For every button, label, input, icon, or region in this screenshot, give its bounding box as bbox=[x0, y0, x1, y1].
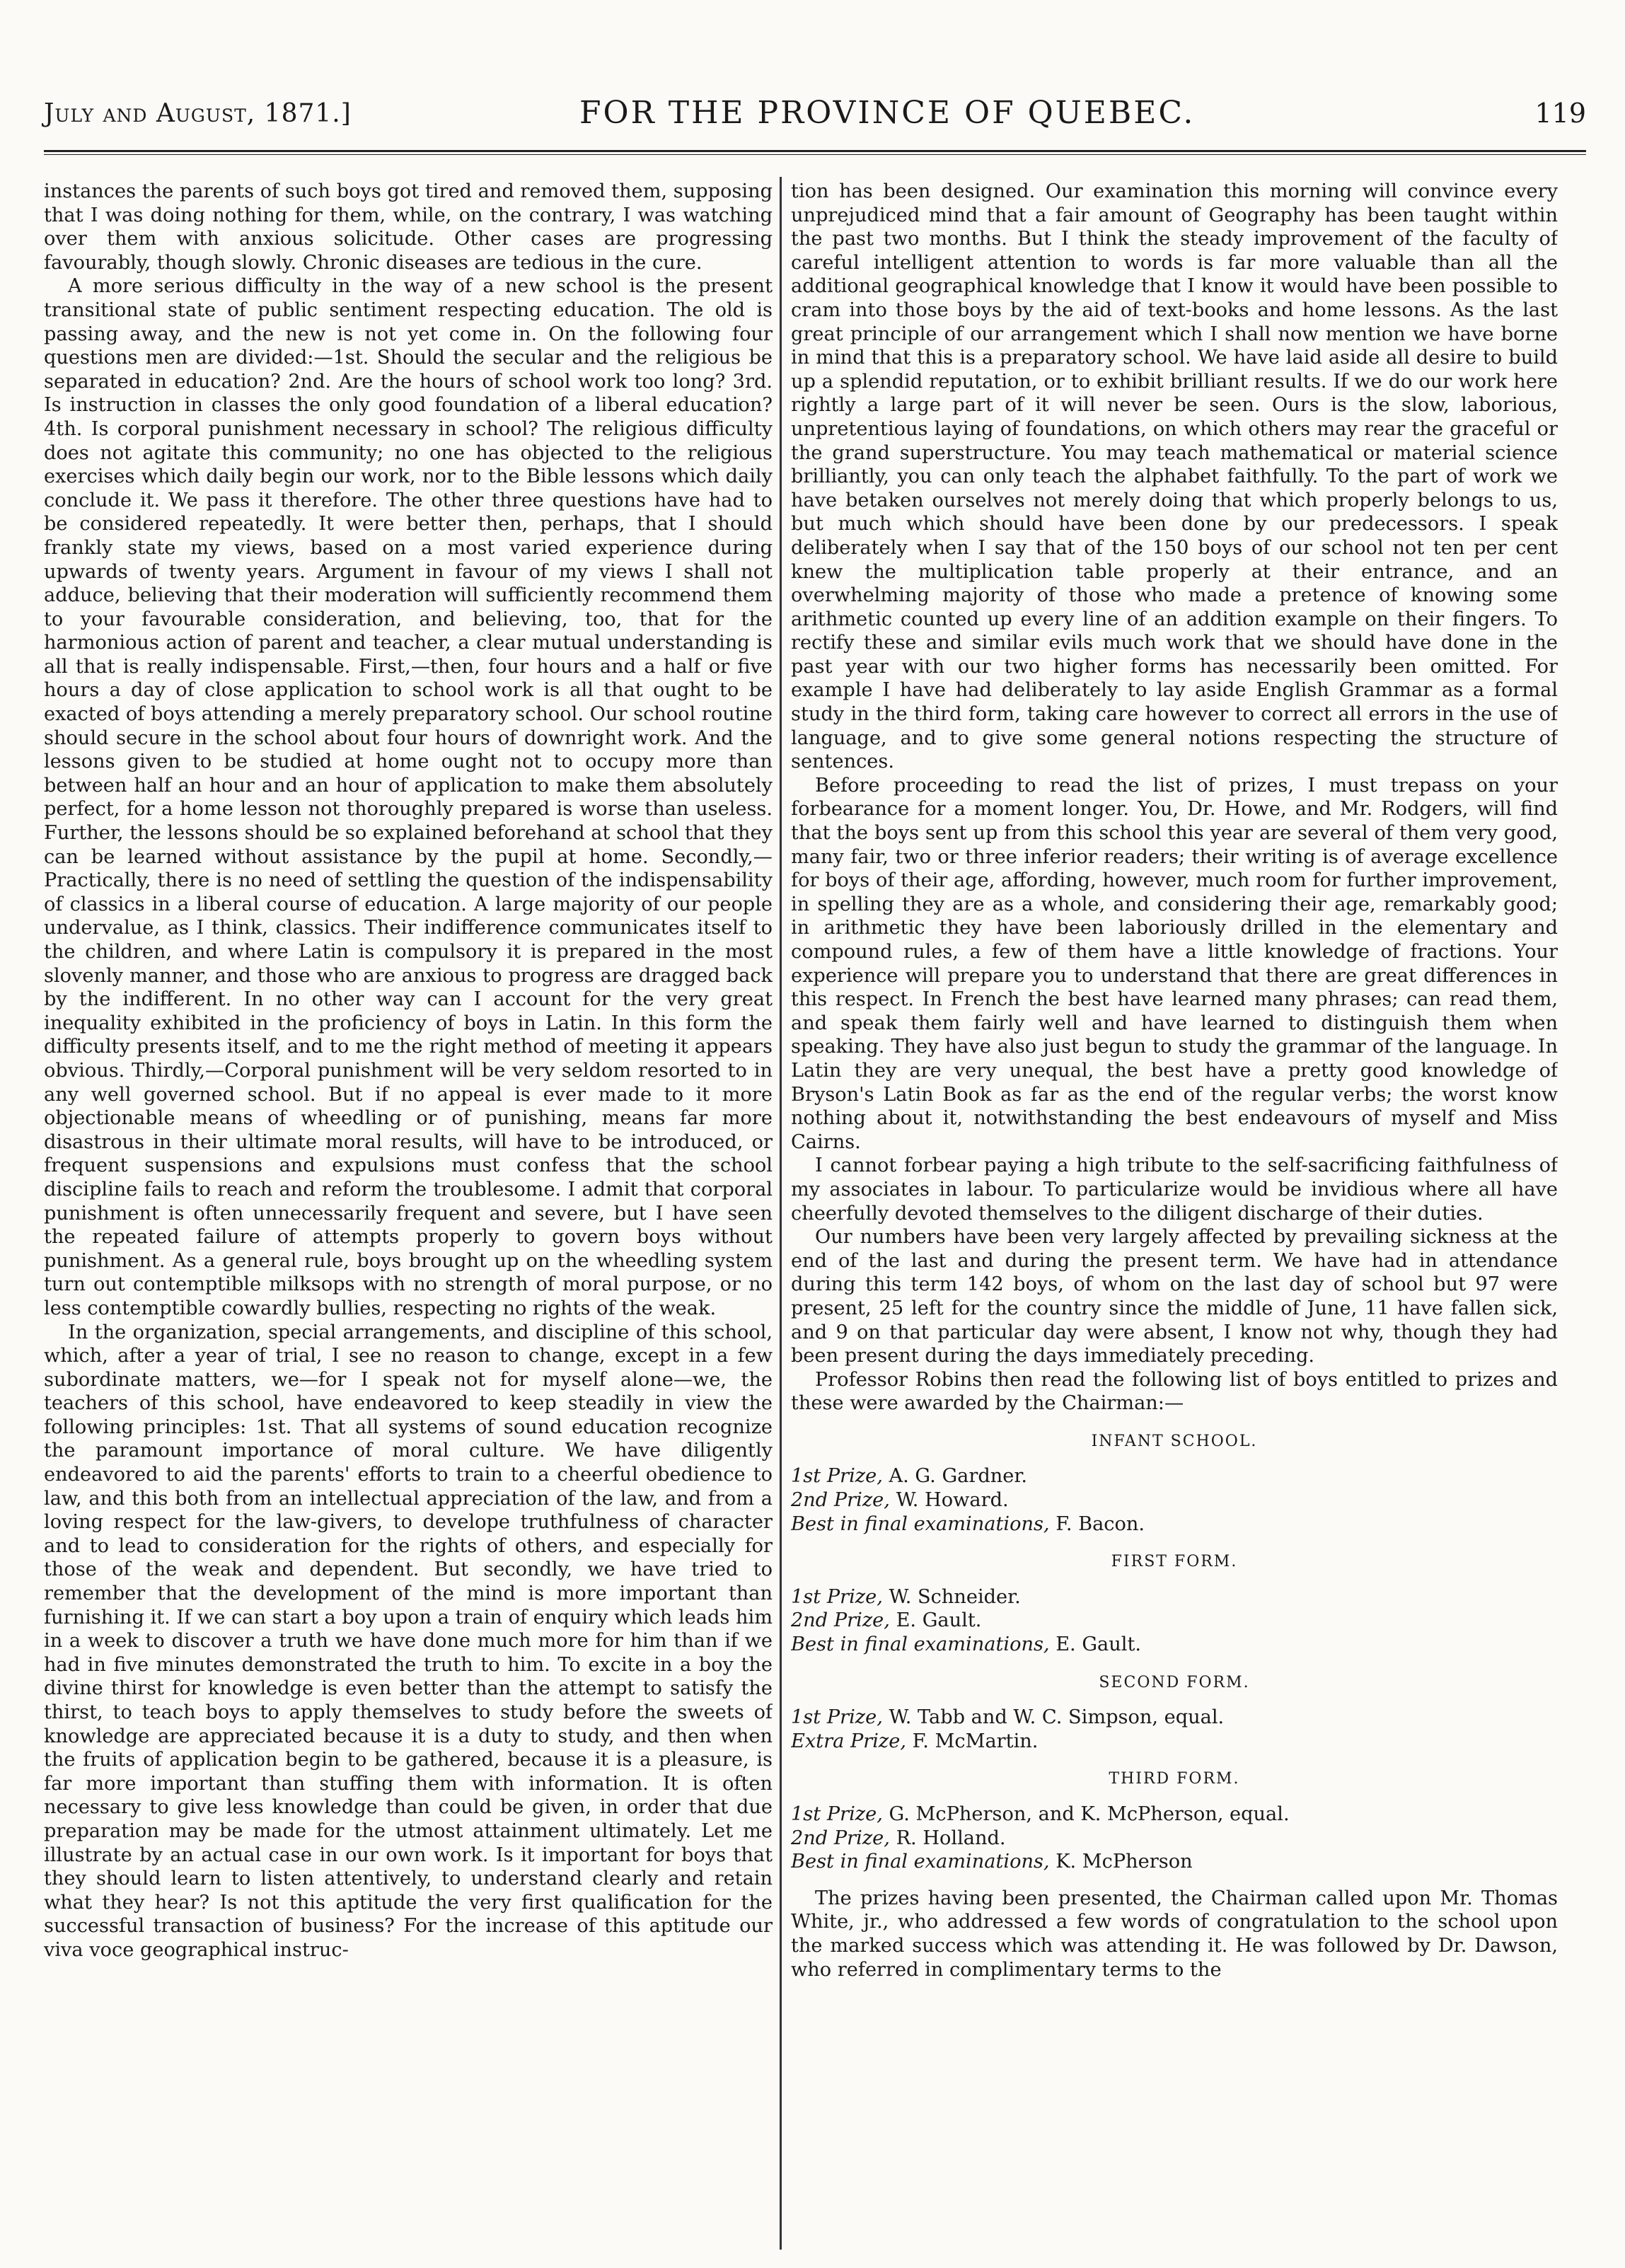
prize-entry bbox=[791, 1633, 1558, 1657]
prize-names: A. G. Gardner. bbox=[889, 1465, 1028, 1488]
prize-list bbox=[791, 1430, 1558, 1874]
prize-label: Best in final examinations, bbox=[791, 1633, 1050, 1656]
prize-names: W. Tabb and W. C. Simpson, equal. bbox=[889, 1706, 1225, 1729]
left-column bbox=[44, 180, 773, 2245]
prize-entry bbox=[791, 1730, 1558, 1754]
running-title: FOR THE PROVINCE OF QUEBEC. bbox=[579, 95, 1196, 131]
prize-names: E. Gault. bbox=[896, 1609, 982, 1632]
paragraph: Before proceeding to read the list of prizes, I must trepass on your forbearance for a moment longer. You, Dr. Howe, and Mr. Rodgers, will find that the boys sent up from this school this year are several of them very good, many fair, two or three inferior readers; their writing is of average excellence for boys of their age, affording, however, much room for further improvement, in spelling they are as a whole, and considering their age, remarkably good; in arithmetic they have been laboriously drilled in the elementary and compound rules, a few of them have a little knowledge of fractions. Your experience will prepare you to understand that there are great differences in this respect. In French the best have learned many phrases; can read them, and speak them fairly well and have learned to distinguish them when speaking. They have also just begun to study the grammar of the language. In Latin they are very unequal, the best have a pretty good knowledge of Bryson's Latin Book as far as the end of the regular verbs; the worst know nothing about it, notwithstanding the best endeavours of myself and Miss Cairns. bbox=[791, 774, 1558, 1153]
section-heading: SECOND FORM. bbox=[1099, 1673, 1250, 1691]
prize-section-first bbox=[791, 1550, 1558, 1656]
prize-label: Extra Prize, bbox=[791, 1730, 906, 1752]
prize-label: Best in final examinations, bbox=[791, 1512, 1050, 1535]
prize-label: 2nd Prize, bbox=[791, 1489, 890, 1512]
prize-entry bbox=[791, 1512, 1558, 1537]
closing-paragraph: The prizes having been presented, the Chairman called upon Mr. Thomas White, jr., who addressed a few words of congratulation to the school upon the marked success which was attending it. He was followed by Dr. Dawson, who referred in complimentary terms to the bbox=[791, 1887, 1558, 1981]
prize-section-third bbox=[791, 1767, 1558, 1873]
prize-label: 1st Prize, bbox=[791, 1803, 883, 1825]
paragraph: In the organization, special arrangements, and discipline of this school, which, after a year of trial, I see no reason to change, except in a few subordinate matters, we—for I speak not for myself alone—we, the teachers of this school, have endeavored to keep steadily in view the following principles: 1st. That all systems of sound education recognize the paramount importance of moral culture. We have diligently endeavored to aid the parents' efforts to train to a cheerful obedience to law, and this both from an intellectual appreciation of the law, and from a loving respect for the law-givers, to develope truthfulness of character and to lead to consideration for the rights of others, and especially for those of the weak and dependent. But secondly, we have tried to remember that the development of the mind is more important than furnishing it. If we can start a boy upon a train of enquiry which leads him in a week to discover a truth we have done much more for him than if we had in five minutes demonstrated the truth to him. To excite in a boy the divine thirst for knowledge is even better than the attempt to satisfy the thirst, to teach boys to apply themselves to study before the sweets of knowledge are appreciated because it is a duty to study, and then when the fruits of application begin to be gathered, because it is a pleasure, is far more important than stuffing them with information. It is often necessary to give less knowledge than could be given, in order that due preparation may be made for the utmost attainment ultimately. Let me illustrate by an actual case in our own work. Is it important for boys that they should learn to listen attentively, to understand clearly and retain what they hear? Is not this aptitude the very first qualification for the successful transaction of business? For the increase of this aptitude our viva voce geographical instruc- bbox=[44, 1321, 773, 1961]
page-number: 119 bbox=[1534, 98, 1586, 129]
prize-entry bbox=[791, 1827, 1558, 1851]
paragraph: A more serious difficulty in the way of a new school is the present transitional state of public sentiment respecting education. The old is passing away, and the new is not yet come in. On the following four questions men are divided:—1st. Should the secular and the religious be separated in education? 2nd. Are the hours of school work too long? 3rd. Is instruction in classes the only good foundation of a liberal education? 4th. Is corporal punishment necessary in school? The religious difficulty does not agitate this community; no one has objected to the religious exercises which daily begin our work, nor to the Bible lessons which daily conclude it. We pass it therefore. The other three questions have had to be considered repeatedly. It were better then, perhaps, that I should frankly state my views, based on a most varied experience during upwards of twenty years. Argument in favour of my views I shall not adduce, believing that their moderation will sufficiently recommend them to your favourable consideration, and believing, too, that for the harmonious action of parent and teacher, a clear mutual understanding is all that is really indispensable. First,—then, four hours and a half or five hours a day of close application to school work is all that ought to be exacted of boys attending a merely preparatory school. Our school routine should secure in the school about four hours of downright work. And the lessons given to be studied at home ought not to occupy more than between half an hour and an hour of application to make them absolutely perfect, for a home lesson not thoroughly prepared is worse than useless. Further, the lessons should be so explained beforehand at school that they can be learned without assistance by the pupil at home. Secondly,—Practically, there is no need of settling the question of the indispensability of classics in a liberal course of education. A large majority of our people undervalue, as I think, classics. Their indifference communicates itself to the children, and where Latin is compulsory it is prepared in the most slovenly manner, and those who are anxious to progress are dragged back by the indifferent. In no other way can I account for the very great inequality exhibited in the proficiency of boys in Latin. In this form the difficulty presents itself, and to me the right method of meeting it appears obvious. Thirdly,—Corporal punishment will be very seldom resorted to in any well governed school. But if no appeal is ever made to it more objectionable means of wheedling or of punishing, means far more disastrous in their ultimate moral results, will have to be introduced, or frequent suspensions and expulsions must confess that the school discipline fails to reach and reform the troublesome. I admit that corporal punishment is often unnecessarily frequent and severe, but I have seen the repeated failure of attempts properly to govern boys without punishment. As a general rule, boys brought up on the wheedling system turn out contemptible milksops with no strength of moral purpose, or no less contemptible cowardly bullies, respecting no rights of the weak. bbox=[44, 275, 773, 1319]
prize-names: R. Holland. bbox=[896, 1827, 1006, 1849]
section-heading: FIRST FORM. bbox=[1111, 1553, 1238, 1571]
prize-names: F. Bacon. bbox=[1056, 1512, 1145, 1535]
right-column bbox=[791, 180, 1558, 2245]
prize-entry bbox=[791, 1488, 1558, 1512]
section-heading: INFANT SCHOOL. bbox=[1091, 1432, 1258, 1450]
prize-names: W. Howard. bbox=[896, 1489, 1009, 1512]
prize-names: K. McPherson bbox=[1056, 1851, 1193, 1873]
paragraph: I cannot forbear paying a high tribute to the self-sacrificing faithfulness of my associates in labour. To particularize would be invidious where all have cheerfully devoted themselves to the diligent discharge of their duties. bbox=[791, 1155, 1558, 1225]
prize-entry bbox=[791, 1464, 1558, 1488]
prize-entry bbox=[791, 1850, 1558, 1874]
paragraph: instances the parents of such boys got tired and removed them, supposing that I was doing nothing for them, while, on the contrary, I was watching over them with anxious solicitude. Other cases are progressing favourably, though slowly. Chronic diseases are tedious in the cure. bbox=[44, 180, 773, 274]
prize-section-second bbox=[791, 1671, 1558, 1754]
column-divider bbox=[780, 177, 782, 2250]
prize-label: 1st Prize, bbox=[791, 1465, 883, 1488]
issue-date: July and August, 1871.] bbox=[44, 99, 352, 128]
header-rule bbox=[44, 150, 1586, 152]
page-header bbox=[44, 95, 1586, 144]
prize-names: G. McPherson, and K. McPherson, equal. bbox=[889, 1803, 1290, 1825]
prize-entry bbox=[791, 1803, 1558, 1827]
prize-names: F. McMartin. bbox=[912, 1730, 1039, 1752]
prize-names: E. Gault. bbox=[1056, 1633, 1142, 1656]
prize-entry bbox=[791, 1609, 1558, 1633]
prize-entry bbox=[791, 1706, 1558, 1730]
prize-label: 2nd Prize, bbox=[791, 1609, 890, 1632]
paragraph: Professor Robins then read the following list of boys entitled to prizes and these were awarded by the Chairman:— bbox=[791, 1368, 1558, 1415]
prize-entry bbox=[791, 1585, 1558, 1609]
prize-label: 1st Prize, bbox=[791, 1585, 883, 1608]
prize-label: 1st Prize, bbox=[791, 1706, 883, 1729]
section-heading: THIRD FORM. bbox=[1109, 1770, 1240, 1788]
prize-label: 2nd Prize, bbox=[791, 1827, 890, 1849]
header-rule-thin bbox=[44, 154, 1586, 155]
paragraph: tion has been designed. Our examination this morning will convince every unprejudiced mind that a fair amount of Geography has been taught within the past two months. But I think the steady improvement of the faculty of careful intelligent attention to words is far more valuable than all the additional geographical knowledge that I know it would have been possible to cram into those boys by the aid of text-books and home lessons. As the last great principle of our arrangement which I shall now mention we have borne in mind that this is a preparatory school. We have laid aside all desire to build up a splendid reputation, or to exhibit brilliant results. If we do our work here rightly a large part of it will never be seen. Ours is the slow, laborious, unpretentious laying of foundations, on which others may rear the graceful or the grand superstructure. You may teach mathematical or material science brilliantly, you can only teach the alphabet faithfully. To the part of work we have betaken ourselves not merely doing that which properly belongs to us, but much which should have been done by our predecessors. I speak deliberately when I say that of the 150 boys of our school not ten per cent knew the multiplication table properly at their entrance, and an overwhelming majority of those who made a pretence of knowing some arithmetic counted up every line of an addition example on their fingers. To rectify these and similar evils much work that we should have done in the past year with our two higher forms has necessarily been omitted. For example I have had deliberately to lay aside English Grammar as a formal study in the third form, taking care however to correct all errors in the use of language, and to give some general notions respecting the structure of sentences. bbox=[791, 180, 1558, 773]
prize-label: Best in final examinations, bbox=[791, 1851, 1050, 1873]
prize-section-infant bbox=[791, 1430, 1558, 1536]
prize-names: W. Schneider. bbox=[889, 1585, 1021, 1608]
paragraph: Our numbers have been very largely affected by prevailing sickness at the end of the last and during the present term. We have had in attendance during this term 142 boys, of whom on the last day of school but 97 were present, 25 left for the country since the middle of June, 11 have fallen sick, and 9 on that particular day were absent, I know not why, though they had been present during the days immediately preceding. bbox=[791, 1226, 1558, 1367]
